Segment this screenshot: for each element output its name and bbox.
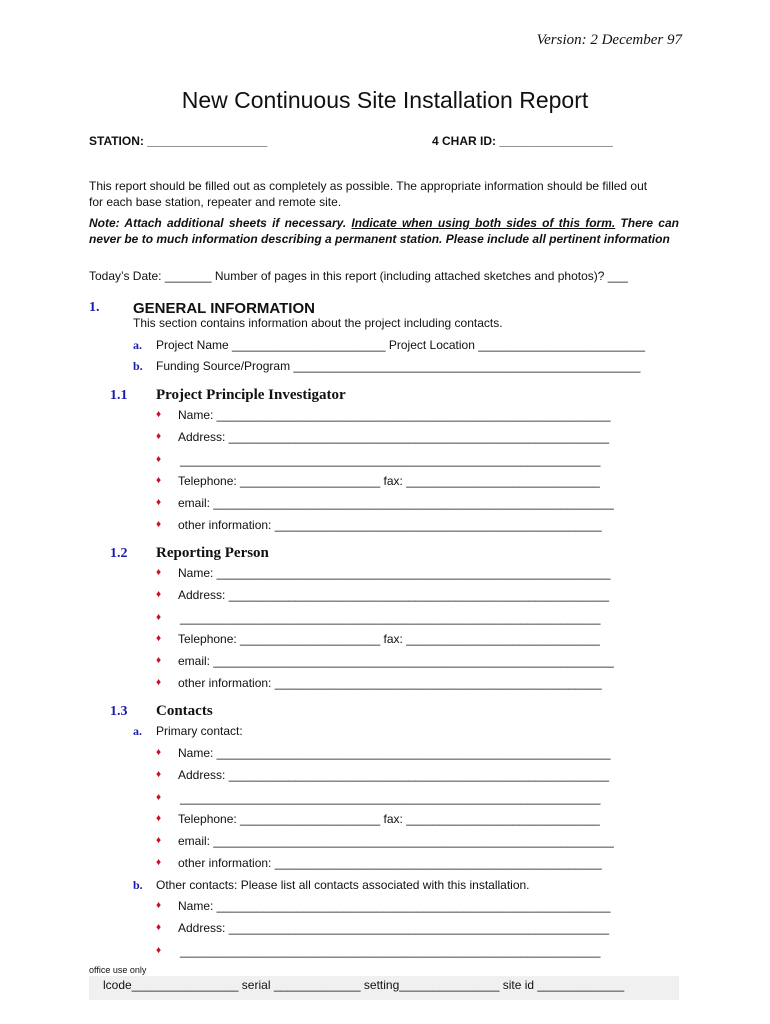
section-1-3-heading: Contacts — [156, 703, 213, 719]
rp-address-field[interactable]: Address: _________________________________________________________ — [178, 588, 610, 602]
bullet-icon: ♦ — [156, 792, 162, 803]
todays-date-field[interactable]: Today’s Date: _______ Number of pages in this report (including attached sketches and photos)? ___ — [89, 269, 628, 283]
rp-address-line-2[interactable]: _______________________________________________________________ — [180, 611, 601, 625]
office-use-label: office use only — [89, 965, 147, 975]
bullet-icon: ♦ — [156, 475, 162, 486]
item-a-marker: a. — [133, 338, 142, 352]
pi-address-line-2[interactable]: _______________________________________________________________ — [180, 453, 601, 467]
note-underlined: Indicate when using both sides of this form. — [351, 216, 616, 230]
bullet-icon: ♦ — [156, 900, 162, 911]
bullet-icon: ♦ — [156, 633, 162, 644]
rp-name-field[interactable]: Name: ___________________________________________________________ — [178, 566, 611, 580]
bullet-icon: ♦ — [156, 431, 162, 442]
pc-telephone-field[interactable]: Telephone: _____________________ fax: _____________________________ — [178, 812, 600, 826]
bullet-icon: ♦ — [156, 857, 162, 868]
pc-other-info-field[interactable]: other information: _________________________________________________ — [178, 856, 602, 870]
intro-line-1: This report should be filled out as completely as possible. The appropriate information should be filled out — [89, 179, 648, 193]
version-text: Version: 2 December 97 — [536, 32, 682, 48]
bullet-icon: ♦ — [156, 655, 162, 666]
bullet-icon: ♦ — [156, 454, 162, 465]
bullet-icon: ♦ — [156, 519, 162, 530]
note-paragraph — [89, 215, 679, 247]
pi-email-field[interactable]: email: ____________________________________________________________ — [178, 496, 614, 510]
section-1-description: This section contains information about the project including contacts. — [133, 316, 503, 330]
pi-other-info-field[interactable]: other information: _________________________________________________ — [178, 518, 602, 532]
project-name-field[interactable]: Project Name _______________________ Project Location _________________________ — [156, 338, 646, 352]
bullet-icon: ♦ — [156, 589, 162, 600]
funding-source-field[interactable]: Funding Source/Program ____________________________________________________ — [156, 359, 641, 373]
bullet-icon: ♦ — [156, 769, 162, 780]
office-use-fields[interactable]: lcode________________ serial _____________ setting_______________ site id _____________ — [103, 978, 625, 992]
bullet-icon: ♦ — [156, 835, 162, 846]
primary-contact-label: Primary contact: — [156, 724, 243, 738]
section-1-2-heading: Reporting Person — [156, 545, 269, 561]
section-1-2-number: 1.2 — [110, 546, 128, 561]
section-1-3-number: 1.3 — [110, 704, 128, 719]
item-b-marker: b. — [133, 878, 143, 892]
bullet-icon: ♦ — [156, 409, 162, 420]
pc-address-line-2[interactable]: _______________________________________________________________ — [180, 791, 601, 805]
intro-line-2: for each base station, repeater and remote site. — [89, 195, 342, 209]
bullet-icon: ♦ — [156, 567, 162, 578]
rp-telephone-field[interactable]: Telephone: _____________________ fax: _____________________________ — [178, 632, 600, 646]
bullet-icon: ♦ — [156, 922, 162, 933]
station-field[interactable]: STATION: __________________ — [89, 134, 268, 148]
rp-other-info-field[interactable]: other information: _________________________________________________ — [178, 676, 602, 690]
bullet-icon: ♦ — [156, 497, 162, 508]
item-b-marker: b. — [133, 359, 143, 373]
bullet-icon: ♦ — [156, 945, 162, 956]
pc-email-field[interactable]: email: ____________________________________________________________ — [178, 834, 614, 848]
bullet-icon: ♦ — [156, 813, 162, 824]
page-title: New Continuous Site Installation Report — [181, 87, 589, 113]
other-contacts-label: Other contacts: Please list all contacts associated with this installation. — [156, 878, 530, 892]
oc-address-line-2[interactable]: _______________________________________________________________ — [180, 944, 601, 958]
oc-name-field[interactable]: Name: ___________________________________________________________ — [178, 899, 611, 913]
bullet-icon: ♦ — [156, 612, 162, 623]
pi-name-field[interactable]: Name: ___________________________________________________________ — [178, 408, 611, 422]
rp-email-field[interactable]: email: ____________________________________________________________ — [178, 654, 614, 668]
pc-name-field[interactable]: Name: ___________________________________________________________ — [178, 746, 611, 760]
pi-address-field[interactable]: Address: _________________________________________________________ — [178, 430, 610, 444]
section-1-1-heading: Project Principle Investigator — [156, 387, 346, 403]
section-1-heading: GENERAL INFORMATION — [133, 300, 315, 317]
section-1-number: 1. — [89, 300, 100, 315]
note-part-1: Note: Attach additional sheets if necessary. — [89, 216, 352, 230]
pc-address-field[interactable]: Address: _________________________________________________________ — [178, 768, 610, 782]
char-id-field[interactable]: 4 CHAR ID: _________________ — [432, 134, 613, 148]
bullet-icon: ♦ — [156, 677, 162, 688]
item-a-marker: a. — [133, 724, 142, 738]
bullet-icon: ♦ — [156, 747, 162, 758]
section-1-1-number: 1.1 — [110, 388, 128, 403]
note-part-2: There can never be to much information describing a permanent station. Please include all pertinent information — [89, 216, 679, 246]
pi-telephone-field[interactable]: Telephone: _____________________ fax: _____________________________ — [178, 474, 600, 488]
oc-address-field[interactable]: Address: _________________________________________________________ — [178, 921, 610, 935]
